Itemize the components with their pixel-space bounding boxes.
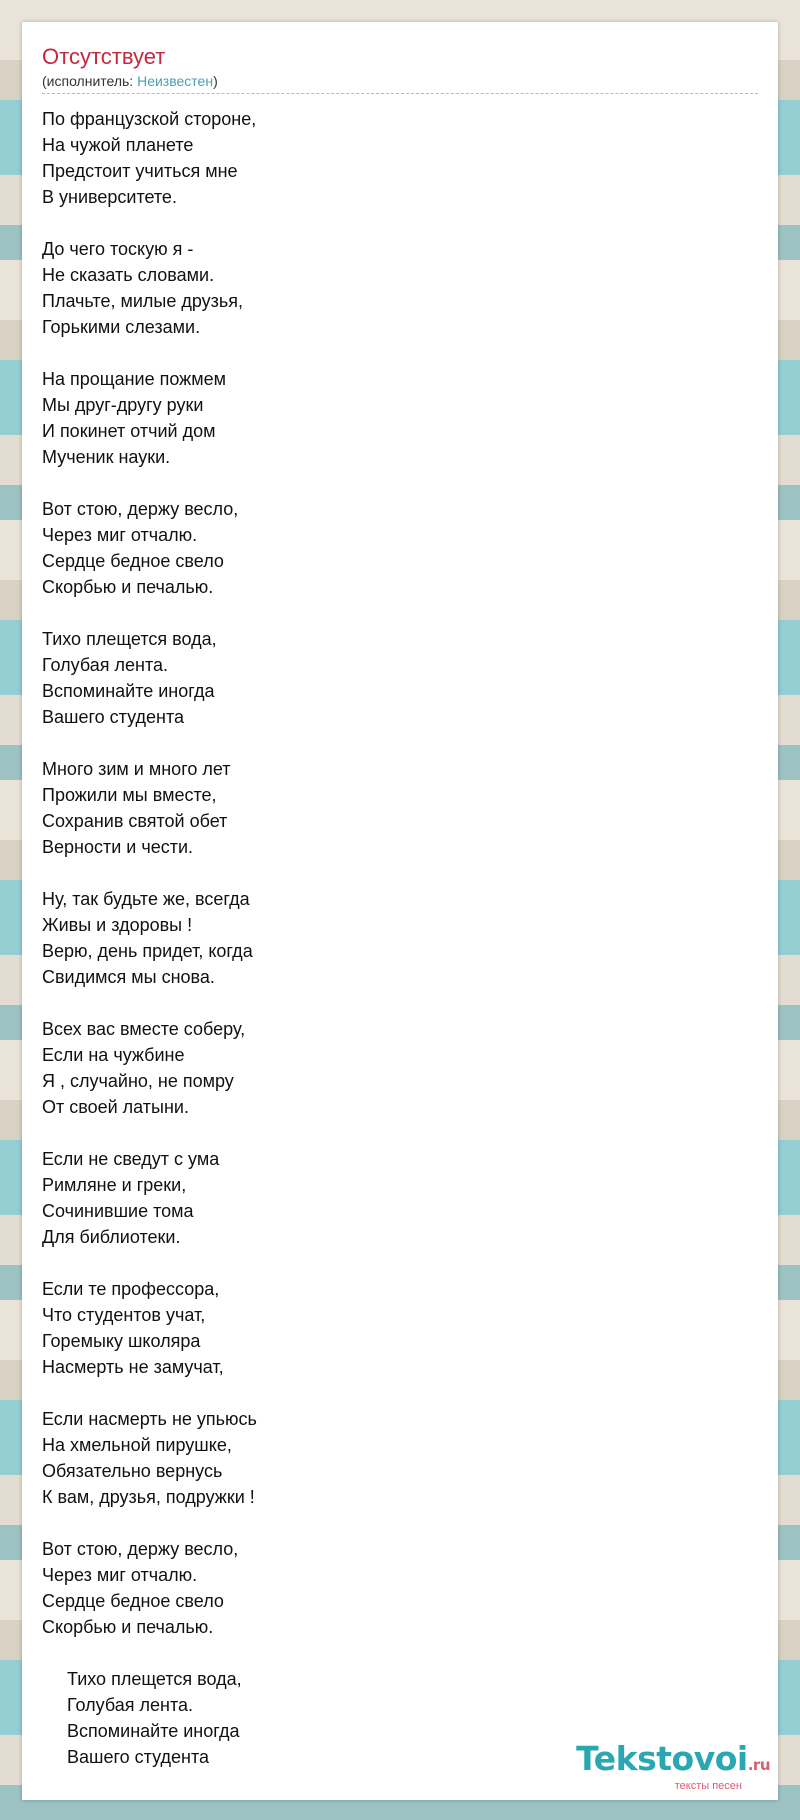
lyric-line: Тихо плещется вода,	[42, 629, 217, 649]
lyric-line: По французской стороне,	[42, 109, 257, 129]
lyric-line: Сердце бедное свело	[42, 1591, 224, 1611]
site-logo[interactable]	[576, 1739, 770, 1792]
performer-line	[42, 72, 758, 90]
song-header	[42, 42, 758, 94]
lyric-line: Обязательно вернусь	[42, 1461, 223, 1481]
performer-link[interactable]: Неизвестен	[137, 73, 214, 89]
logo-name: Tekstovoi	[576, 1739, 748, 1778]
lyric-line: Вспоминайте иногда	[67, 1721, 240, 1741]
lyric-line: Голубая лента.	[42, 655, 169, 675]
lyric-stanza	[42, 756, 257, 860]
lyric-stanza	[42, 1406, 257, 1510]
lyric-line: Горькими слезами.	[42, 317, 201, 337]
lyric-stanza	[42, 1276, 257, 1380]
lyric-line: Скорбью и печалью.	[42, 1617, 214, 1637]
song-card	[22, 22, 778, 1800]
lyric-line: И покинет отчий дом	[42, 421, 216, 441]
lyric-line: Сочинившие тома	[42, 1201, 194, 1221]
logo-tld: .ru	[747, 1756, 770, 1774]
lyric-stanza	[42, 1146, 257, 1250]
lyric-line: На хмельной пирушке,	[42, 1435, 232, 1455]
lyric-line: Верю, день придет, когда	[42, 941, 253, 961]
logo-wordmark	[576, 1739, 770, 1782]
lyric-line: Вот стою, держу весло,	[42, 499, 239, 519]
lyric-line: Что студентов учат,	[42, 1305, 206, 1325]
lyric-line: Много зим и много лет	[42, 759, 231, 779]
song-title: Отсутствует	[42, 44, 166, 69]
lyric-line: Вот стою, держу весло,	[42, 1539, 239, 1559]
lyric-line: Голубая лента.	[67, 1695, 194, 1715]
lyric-line: Насмерть не замучат,	[42, 1357, 224, 1377]
lyric-stanza	[42, 1016, 257, 1120]
lyric-line: Если не сведут с ума	[42, 1149, 220, 1169]
lyric-line: Сохранив святой обет	[42, 811, 228, 831]
lyrics-body	[42, 106, 257, 1796]
lyric-line: Через миг отчалю.	[42, 525, 198, 545]
performer-suffix: )	[213, 73, 218, 89]
lyric-line: Мы друг-другу руки	[42, 395, 204, 415]
lyric-line: Живы и здоровы !	[42, 915, 193, 935]
lyric-line: Если на чужбине	[42, 1045, 185, 1065]
lyric-line: До чего тоскую я -	[42, 239, 194, 259]
lyric-line: Сердце бедное свело	[42, 551, 224, 571]
lyric-line: Через миг отчалю.	[42, 1565, 198, 1585]
lyric-line: Если насмерть не упьюсь	[42, 1409, 257, 1429]
lyric-line: Горемыку школяра	[42, 1331, 201, 1351]
lyric-stanza	[42, 496, 257, 600]
lyric-stanza	[42, 886, 257, 990]
lyric-stanza	[42, 626, 257, 730]
performer-prefix: (исполнитель:	[42, 73, 138, 89]
lyric-line: Плачьте, милые друзья,	[42, 291, 244, 311]
lyric-line: Тихо плещется вода,	[67, 1669, 242, 1689]
lyric-line: Если те профессора,	[42, 1279, 220, 1299]
lyric-stanza	[42, 1666, 257, 1770]
lyric-line: На чужой планете	[42, 135, 194, 155]
lyric-line: Верности и чести.	[42, 837, 194, 857]
lyric-line: Вспоминайте иногда	[42, 681, 215, 701]
lyric-line: Ну, так будьте же, всегда	[42, 889, 250, 909]
lyric-line: Прожили мы вместе,	[42, 785, 217, 805]
lyric-stanza	[42, 1536, 257, 1640]
lyric-line: Мученик науки.	[42, 447, 171, 467]
lyric-stanza	[42, 366, 257, 470]
lyric-line: Не сказать словами.	[42, 265, 215, 285]
lyric-line: Вашего студента	[42, 707, 185, 727]
lyric-stanza	[42, 236, 257, 340]
lyric-stanza	[42, 106, 257, 210]
lyric-line: Римляне и греки,	[42, 1175, 187, 1195]
lyric-line: В университете.	[42, 187, 177, 207]
lyric-line: От своей латыни.	[42, 1097, 189, 1117]
lyric-line: К вам, друзья, подружки !	[42, 1487, 255, 1507]
lyric-line: Предстоит учиться мне	[42, 161, 238, 181]
lyric-line: Скорбью и печалью.	[42, 577, 214, 597]
lyric-line: Для библиотеки.	[42, 1227, 181, 1247]
lyric-line: Вашего студента	[67, 1747, 210, 1767]
logo-tagline: тексты песен	[674, 1780, 742, 1792]
lyric-line: Всех вас вместе соберу,	[42, 1019, 246, 1039]
lyric-line: Свидимся мы снова.	[42, 967, 215, 987]
lyric-line: Я , случайно, не помру	[42, 1071, 234, 1091]
lyric-line: На прощание пожмем	[42, 369, 226, 389]
